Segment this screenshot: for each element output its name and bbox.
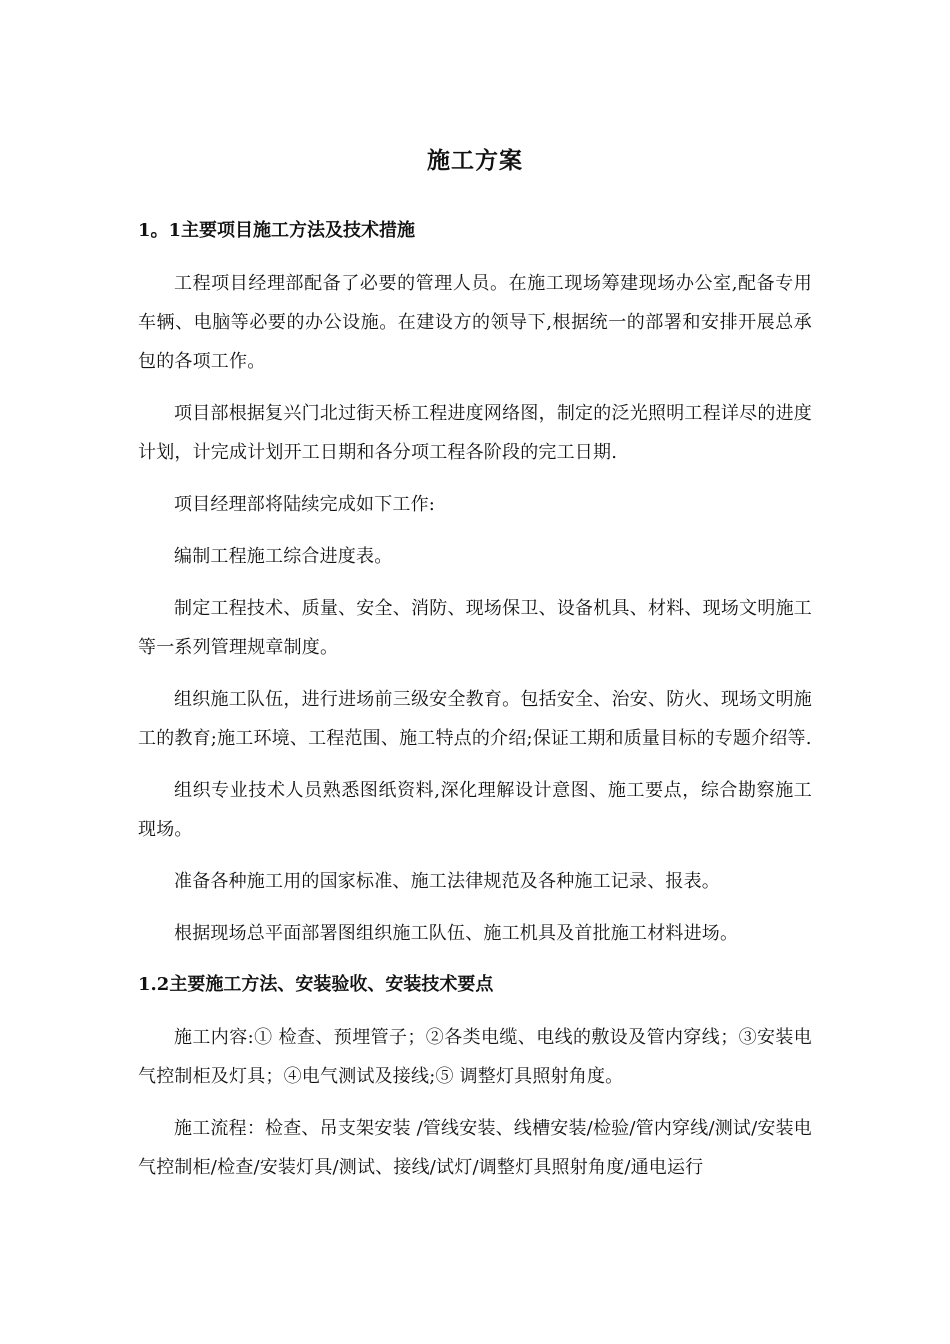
paragraph: 编制工程施工综合进度表。 (174, 546, 393, 567)
document-title: 施工方案 (427, 147, 523, 174)
paragraph: 施工流程：检查、吊支架安装 /管线安装、线槽安装/检验/管内穿线/测试/安装电气控制柜/检查/安装灯具/测试、接线/试灯/调整灯具照射角度/通电运行 (138, 1118, 812, 1178)
paragraph: 工程项目经理部配备了必要的管理人员。在施工现场筹建现场办公室,配备专用车辆、电脑等必要的办公设施。在建设方的领导下,根据统一的部署和安排开展总承包的各项工作。 (138, 273, 812, 372)
document-body (138, 211, 812, 1187)
paragraph: 制定工程技术、质量、安全、消防、现场保卫、设备机具、材料、现场文明施工等一系列管理规章制度。 (138, 598, 812, 658)
paragraph: 项目部根据复兴门北过街天桥工程进度网络图，制定的泛光照明工程详尽的进度计划，计完成计划开工日期和各分项工程各阶段的完工日期. (138, 403, 812, 463)
paragraph: 组织施工队伍，进行进场前三级安全教育。包括安全、治安、防火、现场文明施工的教育;施工环境、工程范围、施工特点的介绍;保证工期和质量目标的专题介绍等. (138, 689, 812, 749)
section-heading-1-2: 1.2主要施工方法、安装验收、安装技术要点 (138, 974, 494, 995)
paragraph: 组织专业技术人员熟悉图纸资料,深化理解设计意图、施工要点，综合勘察施工现场。 (138, 780, 812, 840)
paragraph: 根据现场总平面部署图组织施工队伍、施工机具及首批施工材料进场。 (174, 923, 739, 944)
paragraph: 准备各种施工用的国家标准、施工法律规范及各种施工记录、报表。 (174, 871, 720, 892)
paragraph: 项目经理部将陆续完成如下工作: (174, 494, 436, 515)
section-heading-1-1: 1。1主要项目施工方法及技术措施 (138, 220, 416, 241)
paragraph: 施工内容:① 检查、预埋管子；②各类电缆、电线的敷设及管内穿线；③安装电气控制柜及灯具；④电气测试及接线;⑤ 调整灯具照射角度。 (138, 1027, 812, 1087)
